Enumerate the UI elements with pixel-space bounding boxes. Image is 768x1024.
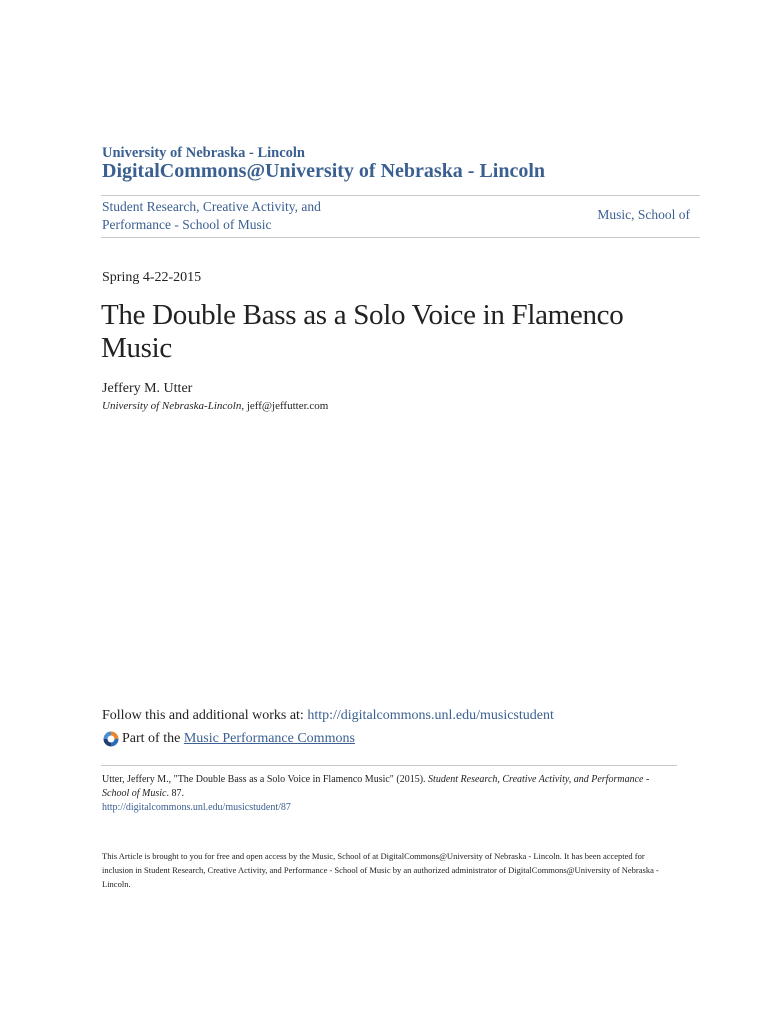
citation-number: . 87. bbox=[166, 788, 184, 799]
publication-date: Spring 4-22-2015 bbox=[102, 270, 202, 285]
follow-line bbox=[102, 708, 554, 724]
series-line-2: Performance - School of Music bbox=[102, 217, 272, 232]
network-commons-icon bbox=[102, 730, 120, 748]
series-link[interactable] bbox=[102, 198, 402, 234]
citation-url-link[interactable]: http://digitalcommons.unl.edu/musicstudent/87 bbox=[102, 802, 291, 813]
commons-link[interactable]: Music Performance Commons bbox=[183, 731, 355, 746]
access-notice: This Article is brought to you for free and open access by the Music, School of at DigitalCommons@University of Nebraska - Lincoln. It has been accepted for inclusion in Student Research, Creative Activity, and Performance - School of Music by an authorized administrator of DigitalCommons@University of Nebraska - Lincoln. bbox=[102, 851, 659, 889]
divider-middle bbox=[101, 237, 700, 238]
series-line-1: Student Research, Creative Activity, and bbox=[102, 199, 321, 214]
author-email: , jeff@jeffutter.com bbox=[241, 400, 329, 412]
citation-text bbox=[102, 773, 672, 801]
follow-prefix: Follow this and additional works at: bbox=[102, 708, 308, 723]
collection-url-link[interactable]: http://digitalcommons.unl.edu/musicstudent bbox=[307, 708, 554, 723]
part-of-prefix: Part of the bbox=[122, 731, 184, 746]
affiliation-name: University of Nebraska-Lincoln bbox=[102, 400, 242, 412]
divider-bottom bbox=[101, 765, 677, 766]
article-title: The Double Bass as a Solo Voice in Flamenco Music bbox=[101, 299, 624, 364]
institution-name[interactable]: University of Nebraska - Lincoln bbox=[102, 145, 305, 161]
author-name: Jeffery M. Utter bbox=[102, 381, 193, 396]
citation-main: Utter, Jeffery M., "The Double Bass as a Solo Voice in Flamenco Music" (2015). bbox=[102, 774, 429, 785]
divider-top bbox=[101, 195, 700, 196]
department-link[interactable]: Music, School of bbox=[597, 207, 690, 222]
citation-series: Student Research, Creative Activity, and Performance - bbox=[428, 774, 650, 785]
repository-name[interactable]: DigitalCommons@University of Nebraska - Lincoln bbox=[102, 160, 546, 182]
citation-series-cont: School of Music bbox=[102, 788, 167, 799]
part-of-line bbox=[102, 730, 355, 748]
author-affiliation bbox=[102, 400, 328, 412]
